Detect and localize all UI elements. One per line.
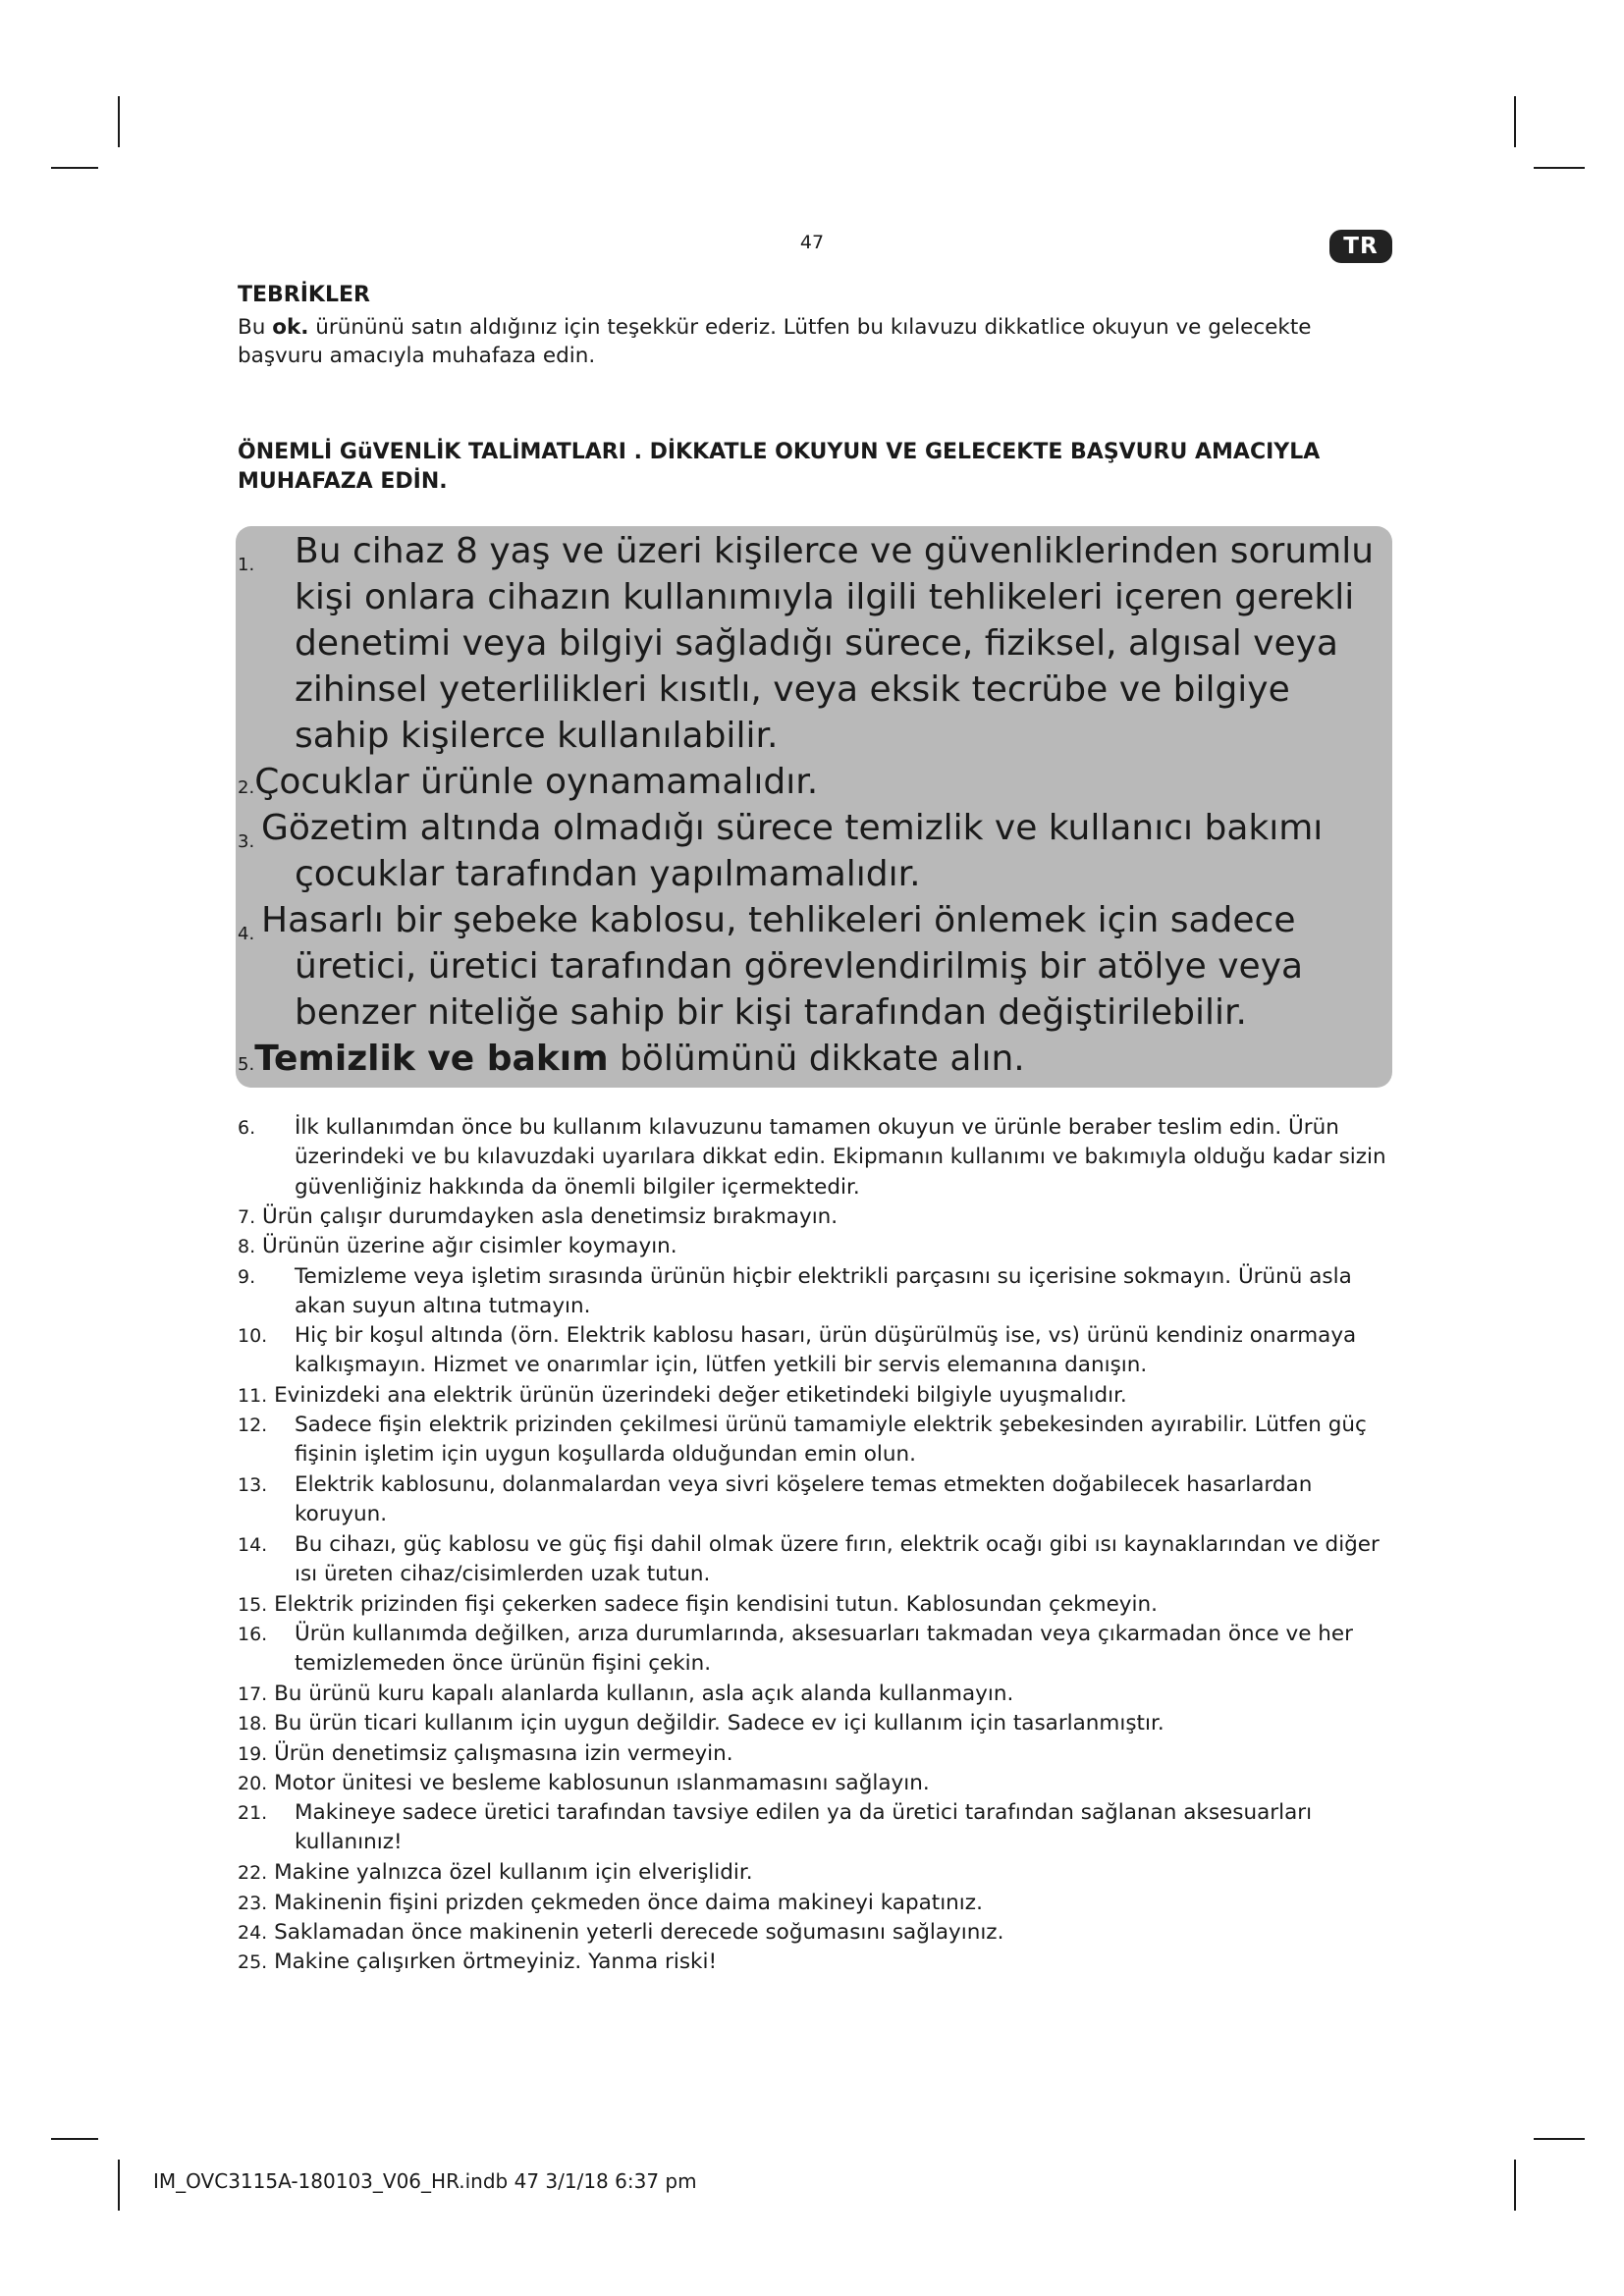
crop-mark bbox=[118, 2160, 120, 2211]
item-number: 17. bbox=[238, 1683, 268, 1705]
crop-mark bbox=[51, 2138, 98, 2140]
item-text: Motor ünitesi ve besleme kablosunun ıslanmamasını sağlayın. bbox=[274, 1771, 930, 1795]
list-item bbox=[238, 1262, 1388, 1322]
item-text: Ürünün üzerine ağır cisimler koymayın. bbox=[261, 1234, 677, 1258]
list-item bbox=[238, 1709, 1388, 1738]
highlighted-item bbox=[238, 1036, 1386, 1088]
list-item bbox=[238, 1769, 1388, 1798]
item-number: 4. bbox=[238, 924, 255, 944]
item-text: Bu cihazı, güç kablosu ve güç fişi dahil olmak üzere fırın, elektrik ocağı gibi ısı kaynaklarından ve diğer ısı üreten cihaz/cisimlerden uzak tutun. bbox=[295, 1532, 1380, 1587]
item-text: Ürün kullanımda değilken, arıza durumlarında, aksesuarları takmadan veya çıkarmadan önce ve her temizlemeden önce ürünün fişini çekin. bbox=[295, 1622, 1354, 1677]
item-number: 12. bbox=[238, 1415, 268, 1436]
item-number: 22. bbox=[238, 1862, 268, 1884]
item-number: 24. bbox=[238, 1922, 268, 1944]
intro-text: ürününü satın aldığınız için teşekkür ederiz. Lütfen bu kılavuzu dikkatlice okuyun ve gelecekte başvuru amacıyla muhafaza edin. bbox=[238, 315, 1312, 368]
item-text: Ürün çalışır durumdayken asla denetimsiz bırakmayın. bbox=[261, 1204, 839, 1229]
crop-mark bbox=[1534, 167, 1585, 169]
item-text: Bu ürünü kuru kapalı alanlarda kullanın, asla açık alanda kullanmayın. bbox=[274, 1682, 1014, 1706]
item-number: 9. bbox=[238, 1266, 256, 1288]
brand-name: ok. bbox=[272, 315, 309, 340]
item-number: 21. bbox=[238, 1802, 268, 1824]
item-number: 15. bbox=[238, 1594, 268, 1616]
item-number: 7. bbox=[238, 1206, 256, 1228]
crop-mark bbox=[118, 96, 120, 147]
item-text: İlk kullanımdan önce bu kullanım kılavuzunu tamamen okuyun ve ürünle beraber teslim edin. Ürün üzerindeki ve bu kılavuzdaki uyarılara dikkat edin. Ekipmanın kullanımı ve bakımıyla olduğu kadar sizin güvenliğiniz hakkında da önemli bilgiler içermektedir. bbox=[295, 1115, 1386, 1200]
item-text: Makineye sadece üretici tarafından tavsiye edilen ya da üretici tarafından sağlanan aksesuarları kullanınız! bbox=[295, 1800, 1313, 1855]
item-text: Hiç bir koşul altında (örn. Elektrik kablosu hasarı, ürün düşürülmüş ise, vs) ürünü kendiniz onarmaya kalkışmayın. Hizmet ve onarımlar için, lütfen yetkili bir servis elemanına danışın. bbox=[295, 1323, 1357, 1378]
crop-mark bbox=[1514, 96, 1516, 147]
item-text: bölümünü dikkate alın. bbox=[608, 1039, 1025, 1079]
intro-paragraph bbox=[238, 313, 1386, 370]
list-item bbox=[238, 1680, 1388, 1709]
safety-heading: ÖNEMLİ GüVENLİK TALİMATLARI . DİKKATLE OKUYUN VE GELECEKTE BAŞVURU AMACIYLA MUHAFAZA EDİN. bbox=[238, 440, 1321, 494]
language-badge: TR bbox=[1329, 230, 1392, 263]
item-text: Hasarlı bir şebeke kablosu, tehlikeleri önlemek için sadece üretici, üretici tarafından görevlendirilmiş bir atölye veya benzer niteliğe sahip bir kişi tarafından değiştirilebilir. bbox=[261, 900, 1304, 1033]
item-number: 20. bbox=[238, 1773, 268, 1794]
crop-mark bbox=[1534, 2138, 1585, 2140]
list-item bbox=[238, 1858, 1388, 1888]
highlighted-item bbox=[238, 528, 1386, 759]
list-item bbox=[238, 1232, 1388, 1261]
crop-mark bbox=[1514, 2160, 1516, 2211]
item-number: 18. bbox=[238, 1713, 268, 1735]
list-item bbox=[238, 1620, 1388, 1680]
highlighted-item bbox=[238, 897, 1386, 1036]
item-number: 14. bbox=[238, 1534, 268, 1556]
item-text: Makine yalnızca özel kullanım için elverişlidir. bbox=[274, 1860, 753, 1885]
item-number: 10. bbox=[238, 1325, 268, 1347]
list-item bbox=[238, 1918, 1388, 1948]
item-number: 6. bbox=[238, 1117, 256, 1139]
item-text: Makine çalışırken örtmeyiniz. Yanma riski! bbox=[274, 1949, 718, 1974]
page-number: 47 bbox=[799, 232, 825, 253]
item-number: 5. bbox=[238, 1054, 255, 1075]
item-number: 16. bbox=[238, 1624, 268, 1645]
crop-mark bbox=[51, 167, 98, 169]
item-number: 13. bbox=[238, 1474, 268, 1496]
list-item bbox=[238, 1948, 1388, 1977]
item-text: Saklamadan önce makinenin yeterli derecede soğumasını sağlayınız. bbox=[274, 1920, 1004, 1945]
list-item bbox=[238, 1590, 1388, 1620]
item-text: Ürün denetimsiz çalışmasına izin vermeyin. bbox=[274, 1741, 733, 1766]
item-text: Sadece fişin elektrik prizinden çekilmesi ürünü tamamiyle elektrik şebekesinden ayırabilir. Lütfen güç fişinin işletim için uygun koşullarda olduğundan emin olun. bbox=[295, 1413, 1367, 1468]
item-number: 19. bbox=[238, 1743, 268, 1765]
highlighted-item bbox=[238, 759, 1386, 811]
item-bold-text: Temizlik ve bakım bbox=[254, 1039, 609, 1079]
list-item bbox=[238, 1889, 1388, 1918]
list-item bbox=[238, 1381, 1388, 1411]
item-number: 2. bbox=[238, 777, 255, 798]
list-item bbox=[238, 1321, 1388, 1381]
item-text: Temizleme veya işletim sırasında ürünün hiçbir elektrikli parçasını su içerisine sokmayın. Ürünü asla akan suyun altına tutmayın. bbox=[295, 1264, 1352, 1319]
item-text: Bu ürün ticari kullanım için uygun değildir. Sadece ev içi kullanım için tasarlanmıştır. bbox=[274, 1711, 1164, 1735]
item-number: 3. bbox=[238, 831, 255, 852]
print-slug: IM_OVC3115A-180103_V06_HR.indb 47 3/1/18 6:37 pm bbox=[153, 2169, 697, 2193]
list-item bbox=[238, 1530, 1388, 1590]
item-number: 11. bbox=[238, 1385, 268, 1407]
item-text: Bu cihaz 8 yaş ve üzeri kişilerce ve güvenliklerinden sorumlu kişi onlara cihazın kullanımıyla ilgili tehlikeleri içeren gerekli denetimi veya bilgiyi sağladığı sürece, fiziksel, algısal veya zihinsel yeterlilikleri kısıtlı, veya eksik tecrübe ve bilgiye sahip kişilerce kullanılabilir. bbox=[295, 531, 1375, 756]
intro-text: Bu bbox=[238, 315, 273, 340]
list-item bbox=[238, 1470, 1388, 1530]
item-number: 1. bbox=[238, 555, 255, 575]
item-text: Evinizdeki ana elektrik ürünün üzerindeki değer etiketindeki bilgiyle uyuşmalıdır. bbox=[274, 1383, 1127, 1408]
item-text: Gözetim altında olmadığı sürece temizlik ve kullanıcı bakımı çocuklar tarafından yapılmamalıdır. bbox=[261, 808, 1324, 894]
list-item bbox=[238, 1202, 1388, 1232]
item-text: Elektrik prizinden fişi çekerken sadece fişin kendisini tutun. Kablosundan çekmeyin. bbox=[274, 1592, 1158, 1617]
list-item bbox=[238, 1798, 1388, 1858]
list-item bbox=[238, 1411, 1388, 1470]
item-text: Makinenin fişini prizden çekmeden önce daima makineyi kapatınız. bbox=[274, 1891, 983, 1915]
list-item bbox=[238, 1739, 1388, 1769]
item-number: 23. bbox=[238, 1893, 268, 1914]
highlighted-item bbox=[238, 805, 1386, 897]
item-number: 8. bbox=[238, 1236, 256, 1257]
item-text: Elektrik kablosunu, dolanmalardan veya sivri köşelere temas etmekten doğabilecek hasarlardan koruyun. bbox=[295, 1472, 1313, 1527]
item-number: 25. bbox=[238, 1951, 268, 1973]
item-text: Çocuklar ürünle oynamamalıdır. bbox=[254, 762, 819, 802]
list-item bbox=[238, 1113, 1388, 1202]
congrats-heading: TEBRİKLER bbox=[238, 283, 370, 307]
